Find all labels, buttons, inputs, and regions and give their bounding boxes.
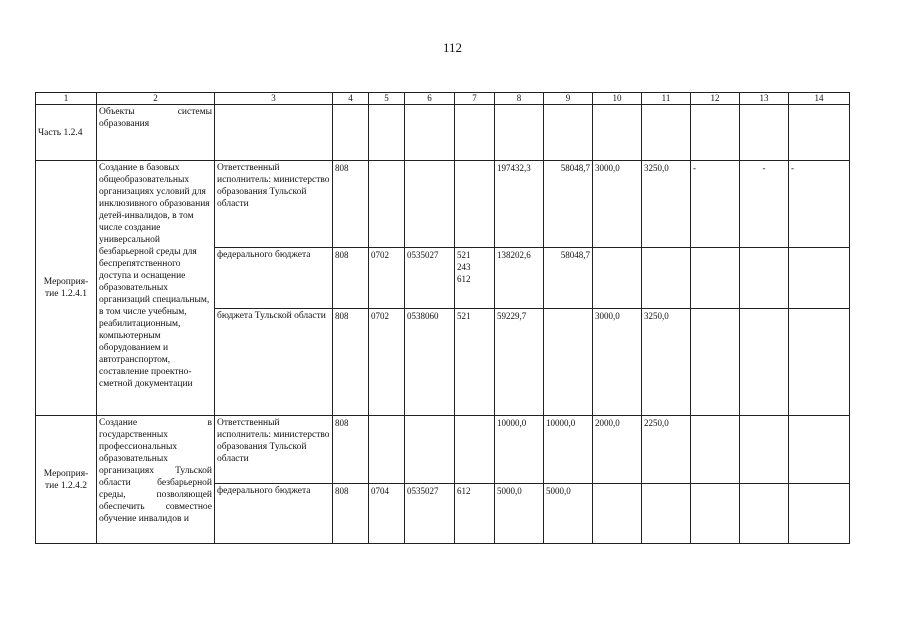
target-code: 0538060: [405, 309, 455, 416]
column-number: 1: [36, 93, 97, 105]
column-number: 8: [495, 93, 544, 105]
ministry-code: 808: [333, 309, 369, 416]
ministry-code: 808: [333, 161, 369, 248]
ministry-code: 808: [333, 484, 369, 544]
funding-source: бюджета Тульской области: [215, 309, 333, 416]
part-label: Часть 1.2.4: [36, 105, 97, 161]
column-number: 4: [333, 93, 369, 105]
amount-year-3: 3250,0: [642, 161, 691, 248]
table-row: [36, 416, 850, 484]
column-number: 10: [593, 93, 642, 105]
measure-label: Мероприя-тие 1.2.4.1: [36, 161, 97, 416]
amount-year-6: -: [789, 161, 850, 248]
amount-year-4: [691, 484, 740, 544]
amount-year-2: 3000,0: [593, 309, 642, 416]
amount-year-1: 58048,7: [544, 248, 593, 309]
amount-year-4: [691, 248, 740, 309]
amount-year-4: -: [691, 161, 740, 248]
measure-label: Мероприя-тие 1.2.4.2: [36, 416, 97, 544]
budget-table: [35, 92, 850, 544]
amount-year-6: [789, 248, 850, 309]
section-code: 0702: [369, 309, 405, 416]
amount-year-2: [593, 484, 642, 544]
target-code: [405, 161, 455, 248]
measure-description: Создание в государственных профессиональных образовательных организациях Тульской области безбарьерной среды, позволяющей обеспечить совместное обучение инвалидов и: [97, 416, 215, 544]
target-code: 0535027: [405, 248, 455, 309]
ministry-code: 808: [333, 248, 369, 309]
column-number-row: [36, 93, 850, 105]
expense-code: 521: [457, 311, 471, 321]
column-number: 9: [544, 93, 593, 105]
expense-code: 243: [457, 262, 471, 272]
amount-year-2: [593, 248, 642, 309]
target-code: 0535027: [405, 484, 455, 544]
expense-code: 612: [457, 274, 471, 284]
amount-total: 138202,6: [495, 248, 544, 309]
section-code: 0702: [369, 248, 405, 309]
amount-year-3: [642, 248, 691, 309]
column-number: 7: [455, 93, 495, 105]
amount-year-3: [642, 484, 691, 544]
amount-total: 5000,0: [495, 484, 544, 544]
amount-year-1: 10000,0: [544, 416, 593, 484]
expense-type-code: [455, 484, 495, 544]
amount-year-6: [789, 484, 850, 544]
section-code: [369, 161, 405, 248]
amount-year-2: 3000,0: [593, 161, 642, 248]
amount-year-1: [544, 309, 593, 416]
page-number: 112: [442, 40, 463, 55]
expense-type-code: [455, 248, 495, 309]
column-number: 14: [789, 93, 850, 105]
column-number: 2: [97, 93, 215, 105]
funding-source: федерального бюджета: [215, 248, 333, 309]
amount-year-4: [691, 416, 740, 484]
ministry-code: 808: [333, 416, 369, 484]
amount-year-5: [740, 416, 789, 484]
amount-year-4: [691, 309, 740, 416]
amount-year-6: [789, 309, 850, 416]
column-number: 12: [691, 93, 740, 105]
funding-source: Ответственный исполнитель: министерство образования Тульской области: [215, 161, 333, 248]
amount-year-1: 5000,0: [544, 484, 593, 544]
funding-source: федерального бюджета: [215, 484, 333, 544]
expense-code: 612: [457, 486, 471, 496]
column-number: 13: [740, 93, 789, 105]
target-code: [405, 416, 455, 484]
column-number: 5: [369, 93, 405, 105]
amount-year-1: 58048,7: [544, 161, 593, 248]
funding-source: Ответственный исполнитель: министерство образования Тульской области: [215, 416, 333, 484]
expense-type-code: [455, 161, 495, 248]
amount-year-5: [740, 309, 789, 416]
amount-year-2: 2000,0: [593, 416, 642, 484]
table-row: [36, 161, 850, 248]
amount-year-3: 2250,0: [642, 416, 691, 484]
amount-total: 59229,7: [495, 309, 544, 416]
column-number: 6: [405, 93, 455, 105]
section-code: 0704: [369, 484, 405, 544]
amount-year-6: [789, 416, 850, 484]
section-code: [369, 416, 405, 484]
part-title: Объекты системы образования: [97, 105, 215, 161]
expense-code: 521: [457, 250, 471, 260]
expense-type-code: [455, 416, 495, 484]
measure-description: Создание в базовых общеобразовательных организациях условий для инклюзивного образования детей-инвалидов, в том числе создание универсальной безбарьерной среды для беспрепятственного доступа и оснащение образовательных организаций специальным, в том числе учебным, реабилитационным, компьютерным оборудованием и автотранспортом, составление проектно-сметной документации: [97, 161, 215, 416]
amount-total: 10000,0: [495, 416, 544, 484]
table-row: [36, 105, 850, 161]
amount-year-5: [740, 484, 789, 544]
amount-year-5: [740, 248, 789, 309]
amount-year-5: -: [740, 161, 789, 248]
column-number: 11: [642, 93, 691, 105]
amount-year-3: 3250,0: [642, 309, 691, 416]
expense-type-code: [455, 309, 495, 416]
amount-total: 197432,3: [495, 161, 544, 248]
column-number: 3: [215, 93, 333, 105]
